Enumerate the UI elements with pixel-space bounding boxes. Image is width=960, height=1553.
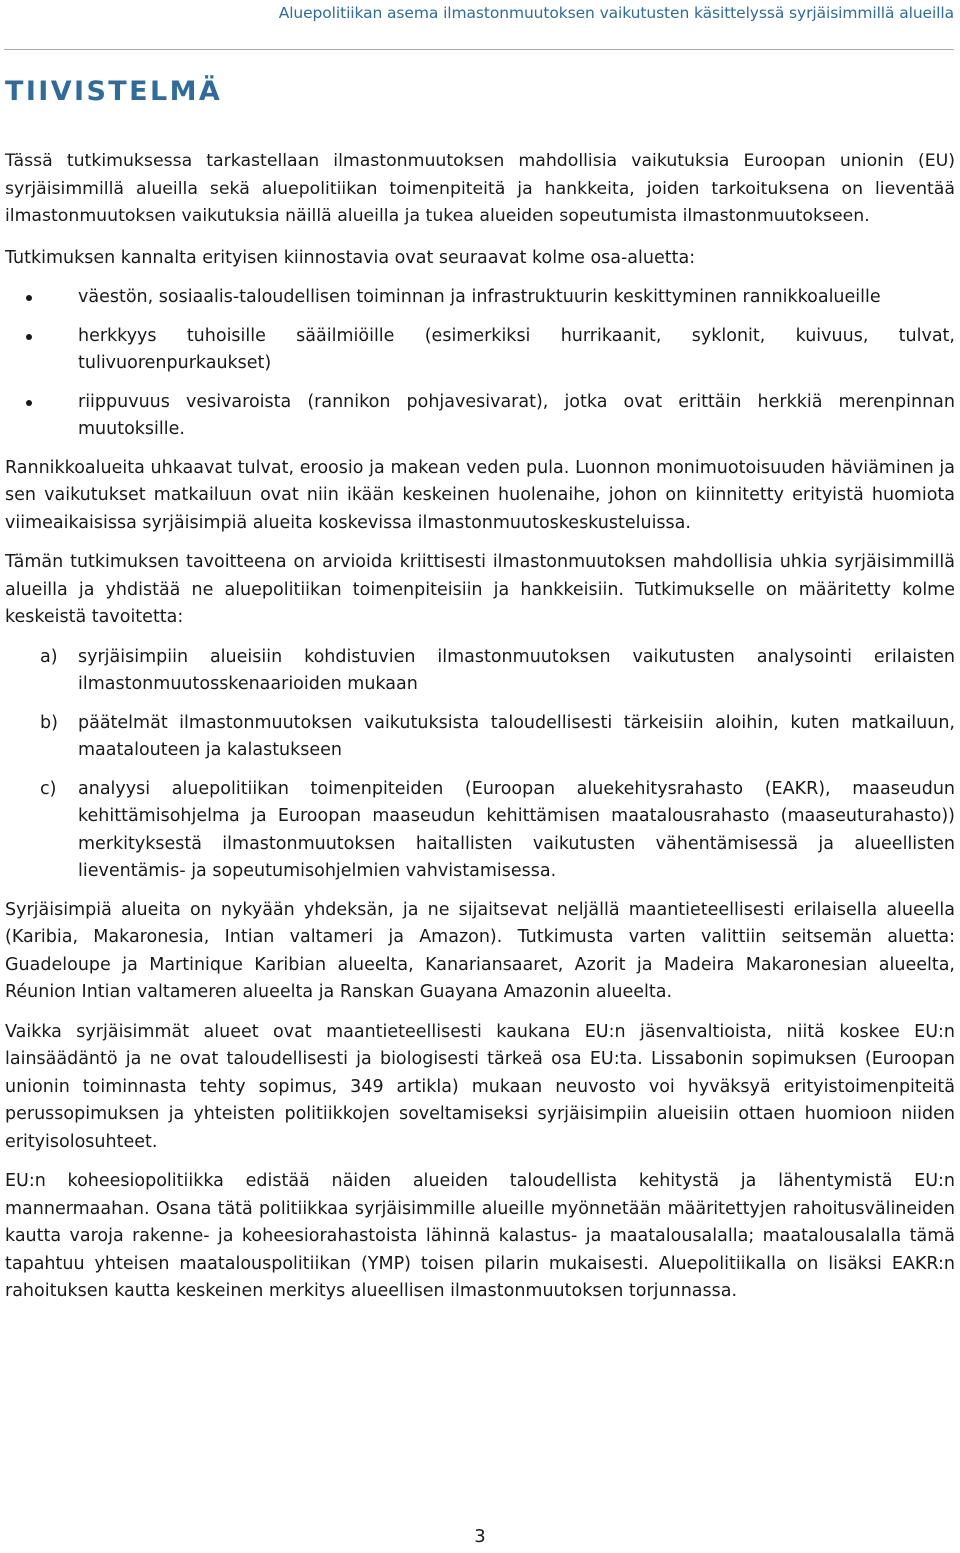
header-divider: [4, 49, 954, 50]
bullet-icon: [26, 295, 32, 301]
paragraph-regions: Syrjäisimpiä alueita on nykyään yhdeksän, ja ne sijaitsevat neljällä maantieteellisesti erilaisella alueella (Karibia, Makaronesia, Intian valtameri ja Amazon). Tutkimusta varten valittiin seitsemän aluetta: Guadeloupe ja Martinique Karibian alueelta, Kanariansaaret, Azorit ja Madeira Makaronesian alueelta, Réunion Intian valtameren alueelta ja Ranskan Guayana Amazonin alueelta.: [5, 899, 955, 1002]
list-item: [5, 710, 955, 765]
list-item: [5, 644, 955, 699]
list-item-text: herkkyys tuhoisille sääilmiöille (esimerkiksi hurrikaanit, syklonit, kuivuus, tulvat, tulivuorenpurkaukset): [78, 325, 955, 373]
running-header: Aluepolitiikan asema ilmastonmuutoksen vaikutusten käsittelyssä syrjäisimmillä alueilla: [278, 4, 954, 22]
objectives-list: [5, 644, 955, 886]
paragraph-legislation: Vaikka syrjäisimmät alueet ovat maantieteellisesti kaukana EU:n jäsenvaltioista, niitä koskee EU:n lainsäädäntö ja ne ovat taloudellisesti ja biologisesti tärkeä osa EU:ta. Lissabonin sopimuksen (Euroopan unionin toiminnasta tehty sopimus, 349 artikla) mukaan neuvosto voi hyväksyä erityistoimenpiteitä perussopimuksen ja yhteisten politiikkojen soveltamiseksi syrjäisimpiin alueisiin ottaen huomioon niiden erityisolosuhteet.: [5, 1021, 955, 1152]
paragraph-intro: Tässä tutkimuksessa tarkastellaan ilmastonmuutoksen mahdollisia vaikutuksia Euroopan unionin (EU) syrjäisimmillä alueilla sekä aluepolitiikan toimenpiteitä ja hankkeita, joiden tarkoituksena on lieventää ilmastonmuutoksen vaikutuksia näillä alueilla ja tukea alueiden sopeutumista ilmastonmuutokseen.: [5, 151, 955, 226]
list-item-text: riippuvuus vesivaroista (rannikon pohjavesivarat), jotka ovat erittäin herkkiä merenpinnan muutoksille.: [78, 391, 955, 439]
focus-areas-list: [5, 284, 955, 444]
list-item-text: syrjäisimpiin alueisiin kohdistuvien ilmastonmuutoksen vaikutusten analysointi erilaisten ilmastonmuutosskenaarioiden mukaan: [78, 646, 955, 694]
list-item-text: päätelmät ilmastonmuutoksen vaikutuksista taloudellisesti tärkeisiin aloihin, kuten matkailuun, maatalouteen ja kalastukseen: [78, 712, 955, 760]
list-item: [5, 323, 955, 378]
bullet-icon: [26, 400, 32, 406]
list-item-text: analyysi aluepolitiikan toimenpiteiden (Euroopan aluekehitysrahasto (EAKR), maaseudun kehittämisohjelma ja Euroopan maaseudun kehittämisen maatalousrahasto (maaseuturahasto)) merkityksestä ilmastonmuutoksen haitallisten vaikutusten vähentämisessä ja alueellisten lieventämis- ja sopeutumisohjelmien vahvistamisessa.: [78, 778, 955, 881]
list-marker: a): [40, 646, 58, 667]
body-content: [5, 148, 955, 1318]
bullet-icon: [26, 334, 32, 340]
list-item-text: väestön, sosiaalis-taloudellisen toiminnan ja infrastruktuurin keskittyminen rannikkoalueille: [78, 287, 881, 307]
paragraph-focus-areas: Tutkimuksen kannalta erityisen kiinnostavia ovat seuraavat kolme osa-aluetta:: [5, 247, 696, 268]
paragraph-cohesion-policy: EU:n koheesiopolitiikka edistää näiden alueiden taloudellista kehitystä ja lähentymistä EU:n mannermaahan. Osana tätä politiikkaa syrjäisimmille alueille myönnetään määritettyjen rahoitusvälineiden kautta varoja rakenne- ja koheesiorahastoista lähinnä kalastus- ja maatalousalalla; maatalousalalla tämä tapahtuu yhteisen maatalouspolitiikan (YMP) toisen pilarin mukaisesti. Aluepolitiikalla on lisäksi EAKR:n rahoituksen kautta keskeinen merkitys alueellisen ilmastonmuutoksen torjunnassa.: [5, 1171, 955, 1301]
list-marker: c): [40, 778, 57, 799]
section-title: TIIVISTELMÄ: [5, 76, 223, 107]
list-marker: b): [40, 712, 58, 733]
list-item: [5, 389, 955, 444]
list-item: [5, 284, 955, 312]
page-number: 3: [474, 1526, 486, 1547]
paragraph-coastal-threats: Rannikkoalueita uhkaavat tulvat, eroosio ja makean veden pula. Luonnon monimuotoisuuden häviäminen ja sen vaikutukset matkailuun ovat niin ikään keskeinen huolenaihe, johon on kiinnitetty erityistä huomiota viimeaikaisissa syrjäisimpiä alueita koskevissa ilmastonmuutoskeskusteluissa.: [5, 457, 955, 533]
paragraph-objectives: Tämän tutkimuksen tavoitteena on arvioida kriittisesti ilmastonmuutoksen mahdollisia uhkia syrjäisimmillä alueilla ja yhdistää ne aluepolitiikan toimenpiteisiin ja hankkeisiin. Tutkimukselle on määritetty kolme keskeistä tavoitetta:: [5, 552, 955, 627]
list-item: [5, 776, 955, 886]
